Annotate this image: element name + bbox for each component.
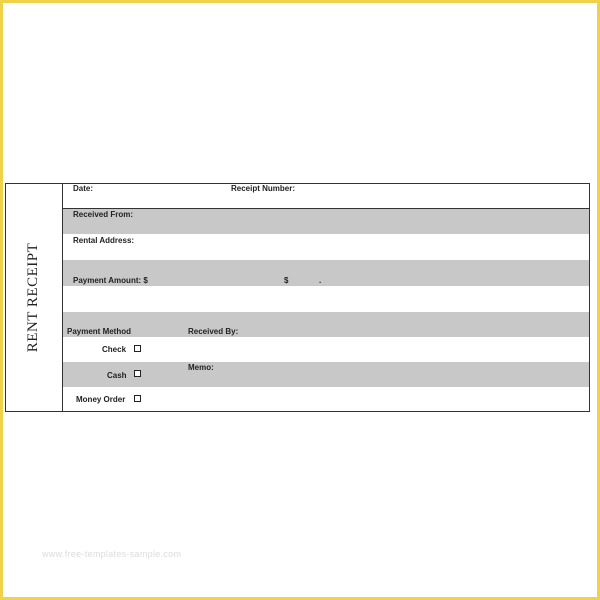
cash-row — [63, 362, 589, 387]
rental-address-label: Rental Address: — [73, 236, 135, 245]
blank-row — [63, 286, 589, 312]
date-row — [63, 184, 589, 208]
payment-method-row — [63, 312, 589, 337]
money-order-label: Money Order — [76, 395, 126, 404]
payment-amount-row[interactable] — [63, 260, 589, 286]
received-from-label: Received From: — [73, 210, 134, 219]
money-order-row — [63, 387, 589, 411]
amount-dollar-sign: $ — [284, 276, 289, 285]
receipt-number-label: Receipt Number: — [231, 184, 296, 193]
cents-separator: . — [319, 276, 322, 285]
date-label: Date: — [73, 184, 94, 193]
check-row — [63, 337, 589, 362]
money-order-checkbox[interactable] — [134, 395, 141, 402]
receipt-fields — [63, 184, 589, 411]
payment-method-label: Payment Method — [67, 327, 132, 336]
side-panel — [6, 184, 63, 411]
cash-label: Cash — [107, 371, 127, 380]
cash-checkbox[interactable] — [134, 370, 141, 377]
received-by-label: Received By: — [188, 327, 239, 336]
payment-amount-label: Payment Amount: $ — [73, 276, 148, 285]
memo-label: Memo: — [188, 363, 214, 372]
check-checkbox[interactable] — [134, 345, 141, 352]
receipt-title: RENT RECEIPT — [25, 242, 42, 353]
received-from-row[interactable] — [63, 209, 589, 234]
rent-receipt-form — [5, 183, 590, 412]
watermark-text: www.free-templates-sample.com — [42, 549, 182, 559]
check-label: Check — [102, 345, 127, 354]
rental-address-row[interactable] — [63, 234, 589, 260]
